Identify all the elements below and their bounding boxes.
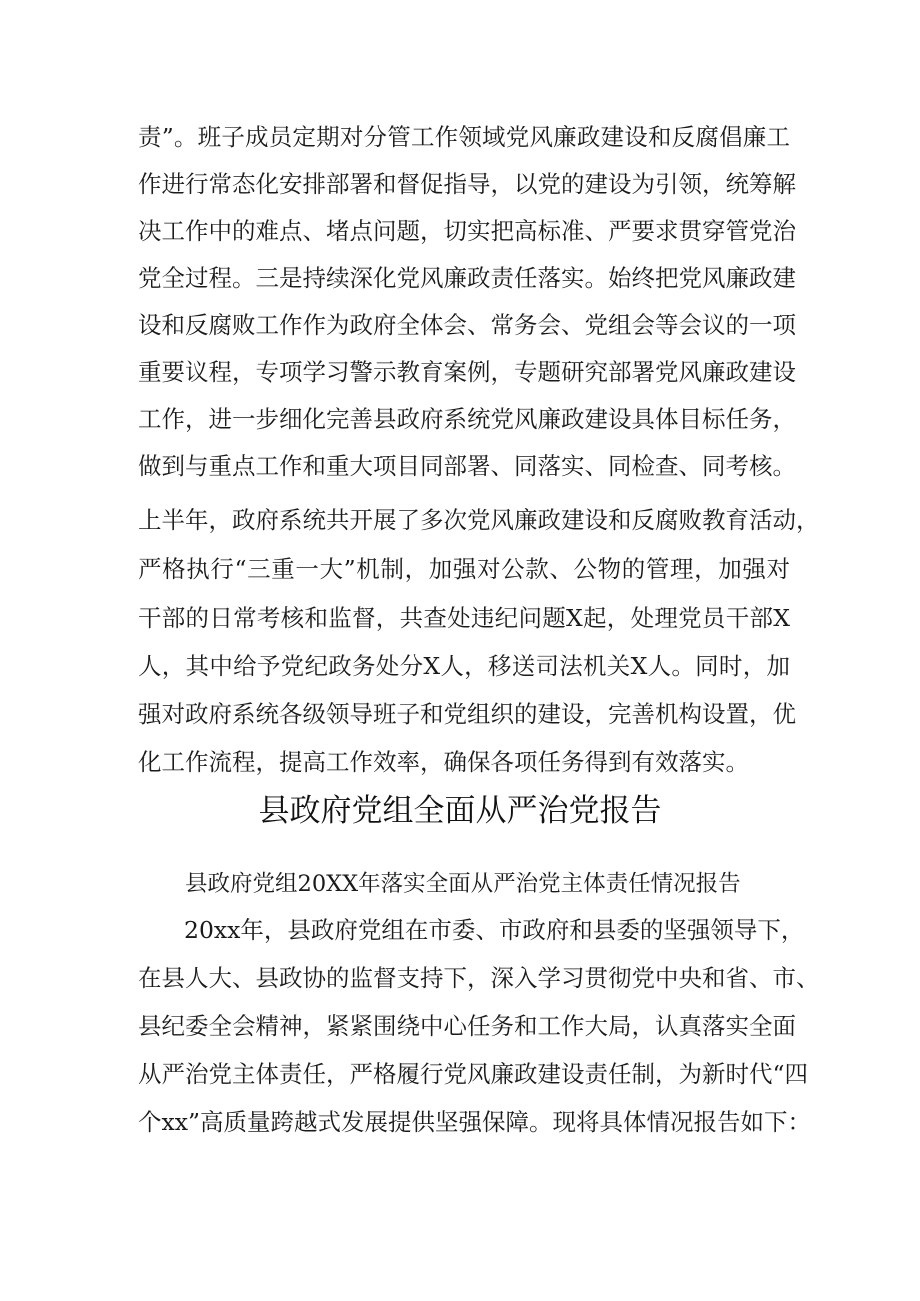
- paragraph-line: 县纪委全会精神，紧紧围绕中心任务和工作大局，认真落实全面: [138, 1012, 796, 1040]
- paragraph-line: 决工作中的难点、堵点问题，切实把高标准、严要求贯穿管党治: [138, 217, 796, 245]
- paragraph-line: 人，其中给予党纪政务处分X人，移送司法机关X人。同时，加: [138, 652, 790, 680]
- paragraph-line: 在县人大、县政协的监督支持下，深入学习贯彻党中央和省、市、: [138, 964, 820, 992]
- paragraph-line: 工作，进一步细化完善县政府系统党风廉政建设具体目标任务，: [138, 405, 796, 433]
- paragraph-line: 作进行常态化安排部署和督促指导，以党的建设为引领，统筹解: [138, 170, 796, 198]
- paragraph-line: 设和反腐败工作作为政府全体会、常务会、党组会等会议的一项: [138, 311, 796, 339]
- paragraph-line: 严格执行“三重一大”机制，加强对公款、公物的管理，加强对: [138, 555, 790, 583]
- paragraph-line: 20xx年，县政府党组在市委、市政府和县委的坚强领导下，: [184, 916, 805, 944]
- paragraph-line: 个xx”高质量跨越式发展提供坚强保障。现将具体情况报告如下：: [138, 1108, 812, 1136]
- paragraph-line: 做到与重点工作和重大项目同部署、同落实、同检查、同考核。: [138, 452, 796, 480]
- paragraph-line: 责”。班子成员定期对分管工作领域党风廉政建设和反腐倡廉工: [138, 123, 790, 151]
- paragraph-line: 强对政府系统各级领导班子和党组织的建设，完善机构设置，优: [138, 700, 796, 728]
- paragraph-line: 干部的日常考核和监督，共查处违纪问题X起，处理党员干部X: [138, 604, 790, 632]
- page-title: 县政府党组全面从严治党报告: [258, 793, 662, 829]
- report-subtitle: 县政府党组20XX年落实全面从严治党主体责任情况报告: [185, 871, 741, 897]
- paragraph-line: 化工作流程，提高工作效率，确保各项任务得到有效落实。: [138, 748, 749, 776]
- paragraph-line: 上半年，政府系统共开展了多次党风廉政建设和反腐败教育活动，: [138, 506, 820, 534]
- paragraph-line: 从严治党主体责任，严格履行党风廉政建设责任制，为新时代“四: [138, 1060, 809, 1088]
- paragraph-line: 党全过程。三是持续深化党风廉政责任落实。始终把党风廉政建: [138, 264, 796, 292]
- paragraph-line: 重要议程，专项学习警示教育案例，专题研究部署党风廉政建设: [138, 358, 796, 386]
